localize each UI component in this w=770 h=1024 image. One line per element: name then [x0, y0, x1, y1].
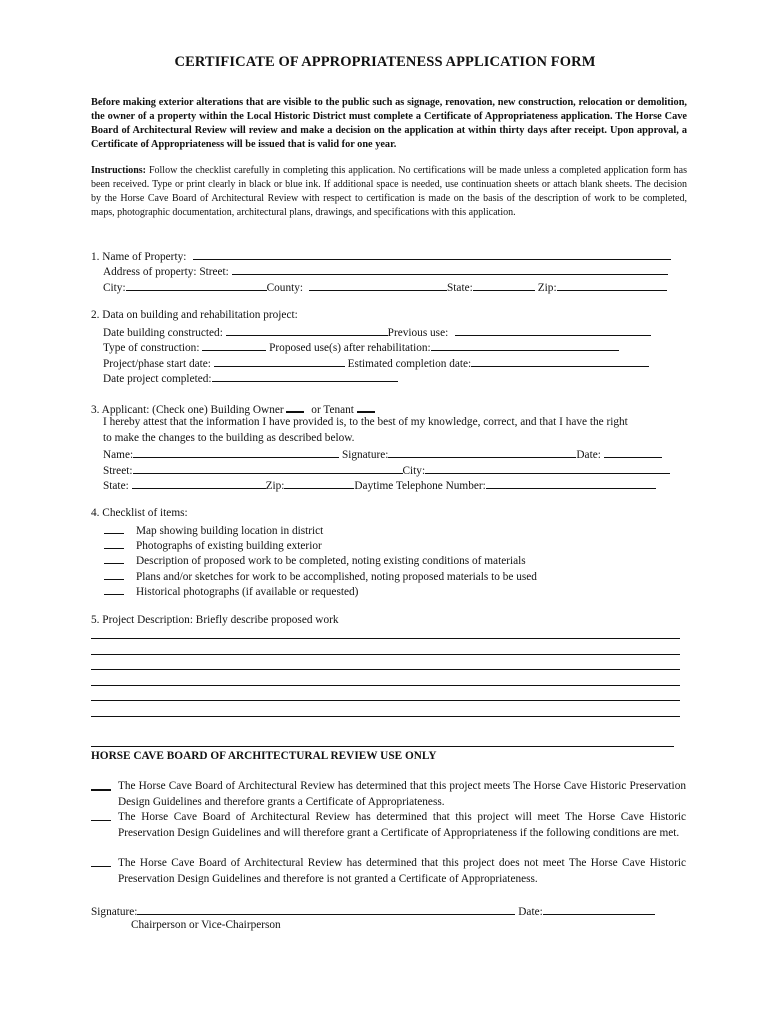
applicant-date-field[interactable]	[604, 446, 662, 458]
project-description-line[interactable]	[91, 638, 680, 639]
construction-type-label: Type of construction:	[103, 342, 200, 354]
project-description-line[interactable]	[91, 669, 680, 670]
property-county-label: County:	[266, 282, 304, 294]
checklist-heading: 4. Checklist of items:	[91, 507, 188, 519]
property-address-row	[103, 263, 668, 280]
review-option-2-text: The Horse Cave Board of Architectural Review has determined that this project will meet The Horse Cave Historic Preservation Design Guidelines and will therefore grant a Certificate of Appropriateness if the following conditions are met.	[118, 811, 686, 839]
review-option-2-checkbox[interactable]	[91, 809, 111, 821]
proposed-use-label: Proposed use(s) after rehabilitation:	[269, 342, 431, 354]
property-city-label: City:	[103, 282, 126, 294]
property-street-field[interactable]	[232, 263, 668, 275]
checklist-item-checkbox[interactable]	[104, 522, 124, 534]
date-completed-field[interactable]	[212, 370, 398, 382]
applicant-zip-label: Zip:	[265, 480, 285, 492]
instructions-text: Follow the checklist carefully in completing this application. No certifications will be made unless a completed application form has been received. Type or print clearly in black or blue ink. If additional space is needed, use continuation sheets or attach blank sheets. The decision by the Horse Cave Board of Architectural Review with respect to certification is made on the basis of the description of work to be completed, maps, photographic documentation, architectural plans, drawings, and specifications with this application.	[91, 165, 688, 218]
checklist-item-label: Plans and/or sketches for work to be accomplished, noting proposed materials to be used	[136, 571, 537, 583]
checklist-item-checkbox[interactable]	[104, 537, 124, 549]
board-signature-field[interactable]	[137, 903, 515, 915]
review-divider	[91, 746, 674, 747]
checklist-item-checkbox[interactable]	[104, 583, 124, 595]
proposed-use-field[interactable]	[431, 339, 619, 351]
intro-paragraph: Before making exterior alterations that are visible to the public such as signage, renovation, new construction, relocation or demolition, the owner of a property within the Local Historic District must complete a Certificate of Appropriateness application. The Horse Cave Board of Architectural Review will review and make a decision on the application at within thirty days after receipt. Upon approval, a Certificate of Appropriateness will be issued that is valid for one year.	[91, 97, 687, 150]
applicant-heading: 3. Applicant: (Check one) Building Owner	[91, 404, 284, 416]
previous-use-label: Previous use:	[387, 327, 449, 339]
attestation-line-2: to make the changes to the building as described below.	[103, 432, 355, 444]
checklist-item-label: Photographs of existing building exterior	[136, 540, 322, 552]
board-date-label: Date:	[518, 906, 543, 918]
project-description-line[interactable]	[91, 700, 680, 701]
date-completed-label: Date project completed:	[103, 373, 212, 385]
review-option-1-text: The Horse Cave Board of Architectural Review has determined that this project meets The Horse Cave Historic Preservation Design Guidelines and therefore grants a Certificate of Appropriateness.	[118, 780, 686, 808]
property-state-label: State:	[447, 282, 473, 294]
checklist-item-label: Description of proposed work to be completed, noting existing conditions of materials	[136, 555, 526, 567]
property-city-row	[103, 279, 667, 296]
checklist-item-label: Historical photographs (if available or requested)	[136, 586, 359, 598]
project-description-line[interactable]	[91, 654, 680, 655]
signer-title: Chairperson or Vice-Chairperson	[131, 919, 281, 931]
tenant-label: or Tenant	[311, 404, 354, 416]
project-description-heading: 5. Project Description: Briefly describe proposed work	[91, 614, 339, 626]
checklist-item-checkbox[interactable]	[104, 568, 124, 580]
project-description-line[interactable]	[91, 685, 680, 686]
completion-date-label: Estimated completion date:	[347, 358, 472, 370]
review-heading: HORSE CAVE BOARD OF ARCHITECTURAL REVIEW USE ONLY	[91, 750, 437, 762]
tenant-checkbox[interactable]	[357, 400, 375, 413]
checklist-item-label: Map showing building location in district	[136, 525, 324, 537]
applicant-name-row	[103, 446, 662, 463]
building-owner-checkbox[interactable]	[286, 400, 304, 413]
completion-date-field[interactable]	[471, 355, 649, 367]
start-date-field[interactable]	[214, 355, 345, 367]
applicant-street-field[interactable]	[133, 462, 403, 474]
property-street-label: Address of property: Street:	[103, 266, 229, 278]
instructions-label: Instructions:	[91, 165, 147, 176]
start-date-label: Project/phase start date:	[103, 358, 211, 370]
review-option-1-checkbox[interactable]	[91, 778, 111, 791]
applicant-name-field[interactable]	[133, 446, 339, 458]
checklist-item	[104, 552, 526, 569]
applicant-state-field[interactable]	[132, 477, 266, 489]
property-name-label: 1. Name of Property:	[91, 251, 187, 263]
section2-heading: 2. Data on building and rehabilitation project:	[91, 309, 298, 321]
applicant-street-label: Street:	[103, 465, 133, 477]
applicant-state-label: State:	[103, 480, 129, 492]
applicant-city-label: City:	[402, 465, 426, 477]
project-description-line[interactable]	[91, 716, 680, 717]
applicant-city-field[interactable]	[425, 462, 670, 474]
applicant-phone-field[interactable]	[486, 477, 656, 489]
applicant-state-row	[103, 477, 656, 494]
applicant-signature-field[interactable]	[388, 446, 576, 458]
review-option-3-text: The Horse Cave Board of Architectural Review has determined that this project does not meet The Horse Cave Historic Preservation Design Guidelines and therefore is not granted a Certificate of Appropriateness.	[118, 857, 686, 885]
property-zip-label: Zip:	[537, 282, 557, 294]
applicant-name-label: Name:	[103, 449, 134, 461]
property-county-field[interactable]	[309, 279, 447, 291]
applicant-zip-field[interactable]	[284, 477, 354, 489]
instructions-paragraph	[91, 164, 687, 220]
previous-use-field[interactable]	[455, 324, 651, 336]
date-completed-row	[103, 370, 398, 387]
board-date-field[interactable]	[543, 903, 655, 915]
property-zip-field[interactable]	[557, 279, 667, 291]
construction-type-field[interactable]	[202, 339, 266, 351]
construction-type-row	[103, 339, 619, 356]
applicant-phone-label: Daytime Telephone Number:	[354, 480, 486, 492]
date-constructed-field[interactable]	[226, 324, 388, 336]
property-name-field[interactable]	[193, 248, 671, 260]
checklist-item	[104, 583, 358, 600]
checklist-item-checkbox[interactable]	[104, 552, 124, 564]
applicant-date-label: Date:	[576, 449, 601, 461]
property-state-field[interactable]	[473, 279, 535, 291]
date-constructed-label: Date building constructed:	[103, 327, 223, 339]
applicant-signature-label: Signature:	[341, 449, 389, 461]
attestation-line-1: I hereby attest that the information I have provided is, to the best of my knowledge, correct, and that I have the right	[103, 416, 628, 428]
form-title: CERTIFICATE OF APPROPRIATENESS APPLICATION FORM	[174, 54, 596, 70]
property-city-field[interactable]	[126, 279, 267, 291]
board-signature-label: Signature:	[91, 906, 138, 918]
review-option-3-checkbox[interactable]	[91, 855, 111, 867]
